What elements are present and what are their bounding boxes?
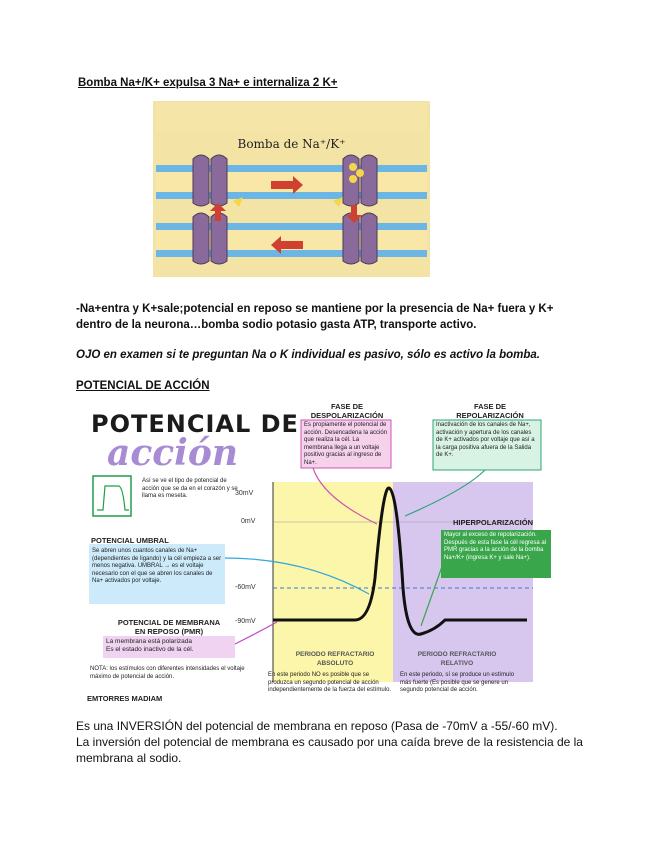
resting-potential-box: La membrana está polarizada Es el estado inactivo de la cél. bbox=[106, 638, 194, 653]
pump-diagram bbox=[153, 101, 430, 277]
axis-0mv: 0mV bbox=[241, 518, 256, 525]
figure-title-top: POTENCIAL DE bbox=[91, 410, 299, 438]
depolarization-box: Es propiamente el potencial de acción. Desencadena la acción que realiza la cél. La membrana llega a un voltaje positivo gracias al ingreso de Na+. bbox=[304, 422, 388, 466]
action-potential-figure bbox=[85, 398, 575, 710]
intensity-note: NOTA: los estímulos con diferentes intensidades el voltaje máximo de potencial de acción. bbox=[90, 666, 245, 680]
heart-plateau-note: Así se ve el tipo de potencial de acción que se da en el corazón y se llama es meseta. bbox=[142, 478, 238, 499]
resting-potential-label: POTENCIAL DE MEMBRANA EN REPOSO (PMR) bbox=[117, 618, 221, 636]
author-credit: EMTORRES MADIAM bbox=[87, 694, 163, 703]
axis-minus60mv: -60mV bbox=[235, 584, 256, 591]
hyperpolarization-label: HIPERPOLARIZACIÓN bbox=[452, 518, 533, 527]
axis-minus90mv: -90mV bbox=[235, 618, 256, 625]
relative-refractory-note: En este periodo, sí se produce un estímulo más fuerte (Es posible que se genere un segundo potencial de acción. bbox=[400, 672, 515, 693]
section-heading: POTENCIAL DE ACCIÓN bbox=[76, 380, 210, 392]
threshold-potential-label: POTENCIAL UMBRAL bbox=[91, 536, 169, 545]
paragraph-exam-note: OJO en examen si te preguntan Na o K individual es pasivo, sólo es activo la bomba. bbox=[76, 349, 540, 361]
phase-repolarization-label: FASE DE REPOLARIZACIÓN bbox=[456, 402, 524, 420]
transport-subtitle: Bomba de Na⁺/K⁺ bbox=[237, 137, 346, 151]
figure-title-bottom: acción bbox=[107, 432, 239, 474]
paragraph-pump-explanation: -Na+entra y K+sale;potencial en reposo se mantiene por la presencia de Na+ fuera y K+ dentro de la neurona…bomba sodio potasio gasta ATP, transporte activo. bbox=[76, 303, 554, 331]
hyperpolarization-box: Mayor al exceso de repolarización. Después de esta fase la cél regresa al PMR gracias a la acción de la bomba Na+/K+ (ingresa K+ y sale Na+). bbox=[444, 532, 547, 561]
threshold-box: Se abren unos cuantos canales de Na+ (dependientes de ligando) y la cél empieza a ser menos negativa. UMBRAL → es el voltaje necesario con el que se abren los canales de Na+ activados por voltaje. bbox=[92, 548, 222, 584]
absolute-refractory-label: PERIODO REFRACTARIO ABSOLUTO bbox=[295, 651, 375, 667]
paragraph-inversion: Es una INVERSIÓN del potencial de membrana en reposo (Pasa de -70mV a -55/-60 mV). La inversión del potencial de membrana es causado por una caída breve de la resistencia de la membrana al sodio. bbox=[76, 719, 583, 765]
relative-refractory-label: PERIODO REFRACTARIO RELATIVO bbox=[417, 651, 497, 667]
transport-active-image bbox=[153, 101, 430, 277]
axis-30mv: 30mV bbox=[235, 490, 254, 497]
phase-depolarization-label: FASE DE DESPOLARIZACIÓN bbox=[310, 402, 384, 420]
absolute-refractory-note: En este periodo NO es posible que se produzca un segundo potencial de acción independientemente de la fuerza del estímulo. bbox=[268, 672, 392, 693]
repolarization-box: Inactivación de los canales de Na+, activación y apertura de los canales de K+ activados por voltaje que así a la carga positiva afuera de la Salida de K+. bbox=[436, 422, 535, 458]
pump-heading: Bomba Na+/K+ expulsa 3 Na+ e internaliza 2 K+ bbox=[78, 77, 338, 89]
